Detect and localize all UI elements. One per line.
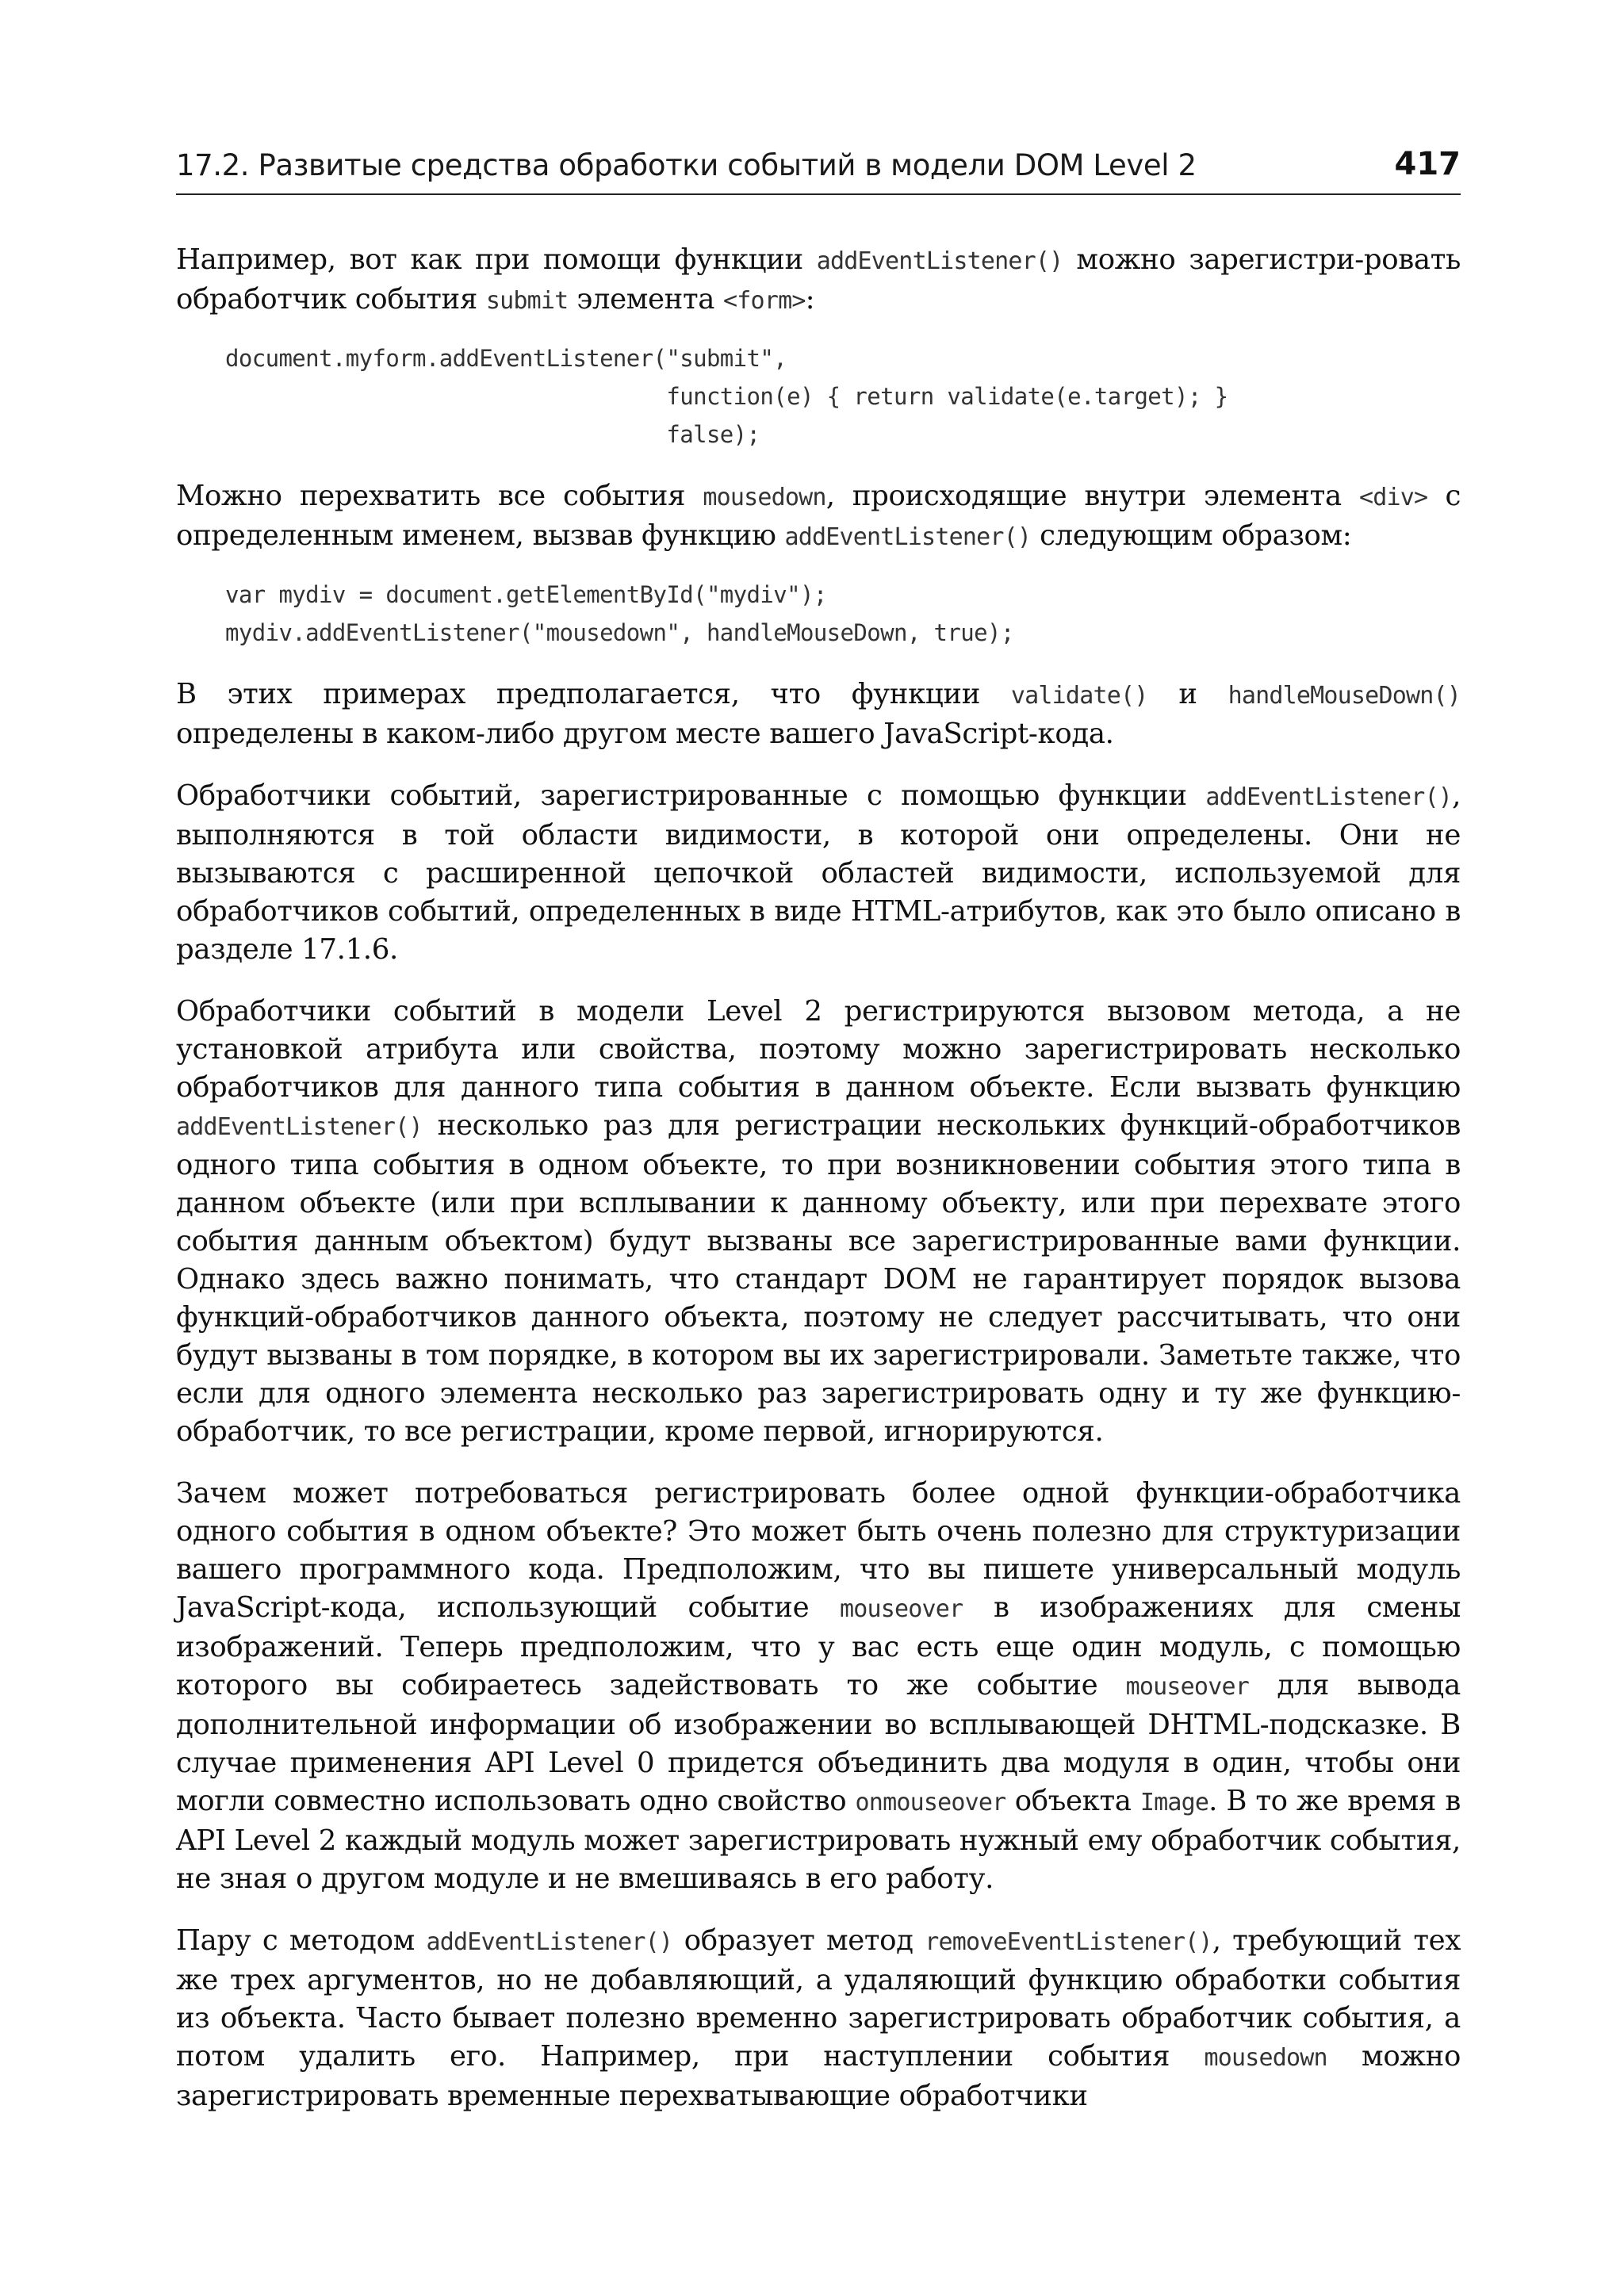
paragraph — [176, 993, 1461, 1451]
text-run: объекта — [1005, 1785, 1140, 1817]
inline-code: onmouseover — [855, 1789, 1006, 1816]
inline-code: addEventListener() — [426, 1928, 673, 1956]
inline-code: removeEventListener() — [925, 1928, 1212, 1956]
text-run: , требующий тех же трех аргументов, но не добавляющий, а удаляющий функцию обработки события из объекта. Часто бывает полезно временно зарегистрировать обработчик события, а потом удалить его. Например, при наступлении события — [176, 1924, 1461, 2073]
page-number: 417 — [1394, 146, 1461, 182]
text-run: . В то же время в API Level 2 каждый модуль может зарегистрировать нужный ему обработчик события, не зная о другом модуле и не вмешиваясь в его работу. — [176, 1785, 1461, 1895]
text-run: Зачем может потребоваться регистрировать более одной функции-обработчика одного события в одном объекте? Это может быть очень полезно для структуризации вашего программного кода. Предположим, что вы пишете универсальный модуль JavaScript-кода, использующий событие — [176, 1477, 1461, 1624]
text-run: можно зарегистри-ровать обработчик события — [176, 243, 1461, 316]
text-run: следующим образом: — [1031, 519, 1352, 552]
text-run: несколько раз для регистрации нескольких функций-обработчиков одного типа события в одном объекте, то при возникновении события этого типа в данном объекте (или при всплывании к данному объекту, или при перехвате этого события данным объектом) будут вызваны все зарегистрированные вами функции. Однако здесь важно понимать, что стандарт DOM не гарантирует порядок вызова функций-обработчиков данного объекта, поэтому не следует рассчитывать, что они будут вызваны в том порядке, в котором вы их зарегистрировали. Заметьте также, что если для одного элемента несколько раз зарегистрировать одну и ту же функцию-обработчик, то все регистрации, кроме первой, игнорируются. — [176, 1109, 1461, 1448]
paragraph — [176, 477, 1461, 557]
inline-code: mouseover — [1125, 1673, 1249, 1701]
text-run: В этих примерах предполагается, что функции — [176, 678, 1011, 710]
section-title: 17.2. Развитые средства обработки событий в модели DOM Level 2 — [176, 148, 1197, 182]
paragraph — [176, 1922, 1461, 2115]
code-block: var mydiv = document.getElementById("mydiv"); mydiv.addEventListener("mousedown", handleMouseDown, true); — [225, 581, 1014, 646]
text-run: элемента — [568, 283, 724, 316]
inline-code: mousedown — [703, 484, 826, 511]
text-run: в изображениях для смены изображений. Теперь предположим, что у вас есть еще один модуль, с помощью которого вы собираетесь задействовать то же событие — [176, 1591, 1461, 1702]
text-run: для вывода дополнительной информации об изображении во всплывающей DHTML-подсказке. В случае применения API Level 0 придется объединить два модуля в один, чтобы они могли совместно использовать одно свойство — [176, 1669, 1461, 1817]
text-run: Обработчики событий в модели Level 2 регистрируются вызовом метода, а не установкой атрибута или свойства, поэтому можно зарегистрировать несколько обработчиков для данного типа события в данном объекте. Если вызвать функцию — [176, 995, 1461, 1104]
text-run: , происходящие внутри элемента — [825, 480, 1359, 512]
inline-code: mousedown — [1204, 2044, 1327, 2072]
text-run: Можно перехватить все события — [176, 480, 703, 512]
paragraph — [176, 241, 1461, 320]
text-run: Например, вот как при помощи функции — [176, 243, 817, 276]
inline-code: addEventListener() — [176, 1113, 423, 1141]
inline-code: Image — [1139, 1789, 1209, 1816]
text-run: с определенным именем, вызвав функцию — [176, 480, 1461, 552]
inline-code: mouseover — [839, 1595, 963, 1623]
text-run: образует метод — [672, 1924, 925, 1957]
text-run: : — [805, 283, 815, 316]
paragraph — [176, 676, 1461, 753]
inline-code: submit — [485, 287, 569, 315]
code-block: document.myform.addEventListener("submit", function(e) { return validate(e.target); } false); — [225, 345, 1228, 448]
inline-code: addEventListener() — [1205, 783, 1453, 811]
text-run: , выполняются в той области видимости, в которой они определены. Они не вызываются с расширенной цепочкой областей видимости, используемой для обработчиков событий, определенных в виде HTML-атрибутов, как это было описано в разделе 17.1.6. — [176, 779, 1461, 966]
inline-code: <div> — [1358, 484, 1428, 511]
book-page — [176, 143, 1461, 2139]
inline-code: handleMouseDown() — [1228, 682, 1461, 710]
text-run: определены в каком-либо другом месте вашего JavaScript-кода. — [176, 718, 1114, 750]
inline-code: addEventListener() — [816, 247, 1063, 275]
text-run: и — [1147, 678, 1228, 710]
text-run: Пару с методом — [176, 1924, 427, 1957]
inline-code: <form> — [723, 287, 806, 315]
paragraph — [176, 1475, 1461, 1898]
text-run: можно зарегистрировать временные перехватывающие обработчики — [176, 2040, 1461, 2112]
running-head — [176, 143, 1461, 195]
page-body — [176, 241, 1461, 2115]
inline-code: addEventListener() — [784, 523, 1032, 551]
paragraph — [176, 777, 1461, 969]
inline-code: validate() — [1010, 682, 1148, 710]
text-run: Обработчики событий, зарегистрированные с помощью функции — [176, 779, 1206, 812]
